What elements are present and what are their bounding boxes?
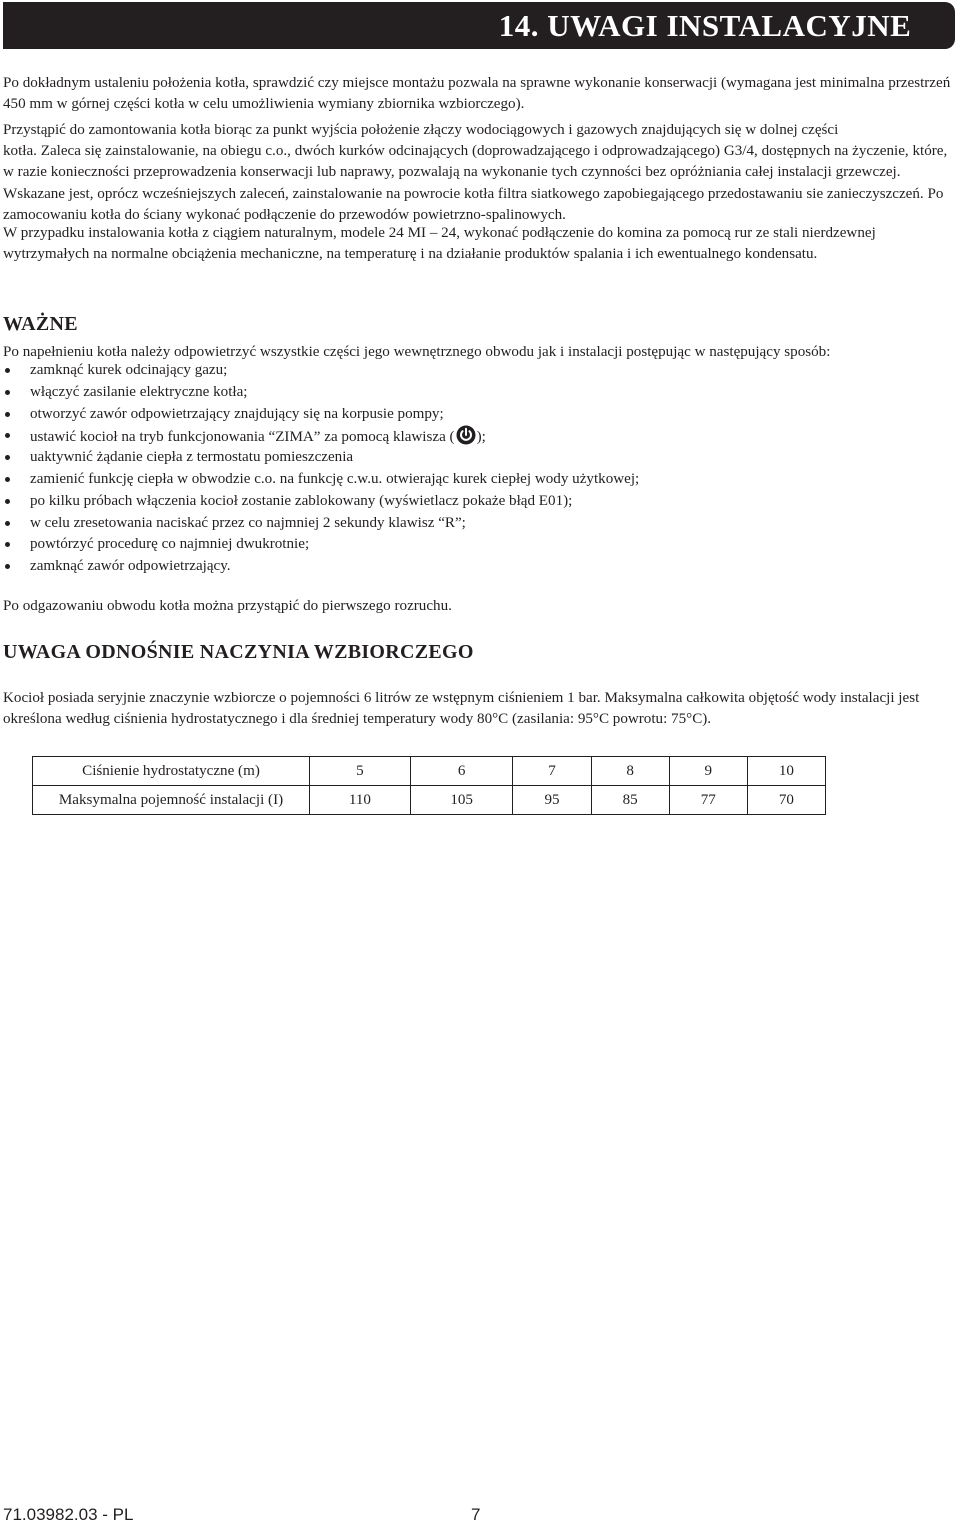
table-cell: Maksymalna pojemność instalacji (I)	[33, 786, 310, 815]
table-cell: 10	[747, 757, 825, 786]
table-row	[33, 786, 826, 815]
table-cell: 6	[410, 757, 513, 786]
capacity-table	[32, 756, 826, 815]
table-cell: 77	[669, 786, 747, 815]
bullet-icon	[5, 564, 10, 569]
bullet-icon	[5, 499, 10, 504]
bullet-icon	[5, 368, 10, 373]
list-item: po kilku próbach włączenia kocioł zostanie zablokowany (wyświetlacz pokaże błąd E01);	[3, 491, 943, 513]
table-cell: 85	[591, 786, 669, 815]
table-cell: 7	[513, 757, 591, 786]
bullet-icon	[5, 412, 10, 417]
table-cell: 105	[410, 786, 513, 815]
venting-steps-list	[3, 360, 943, 578]
important-heading: WAŻNE	[3, 313, 78, 335]
page-number: 7	[471, 1505, 481, 1524]
section-header-bar	[3, 2, 955, 49]
bullet-icon	[5, 390, 10, 395]
list-item: zamknąć kurek odcinający gazu;	[3, 360, 943, 382]
table-cell: Ciśnienie hydrostatyczne (m)	[33, 757, 310, 786]
list-item: uaktywnić żądanie ciepła z termostatu pomieszczenia	[3, 447, 943, 469]
intro-paragraph-2: Przystąpić do zamontowania kotła biorąc za punkt wyjścia położenie złączy wodociągowych i gazowych znajdujących się w dolnej części	[3, 122, 839, 138]
intro-paragraph-3: kotła. Zaleca się zainstalowanie, na obiegu c.o., dwóch kurków odcinających (doprowadzającego i odprowadzającego) G3/4, dostępnych na życzenie, które, w razie konieczności przeprowadzenia konserwacji lub naprawy, pozwalają na wykonanie tych czynności bez opróżniania całej instalacji grzewczej. Wskazane jest, oprócz wcześniejszych zaleceń, zainstalowanie na powrocie kotła filtra siatkowego zapobiegającego przedostawaniu sie zanieczyszczeń. Po zamocowaniu kotła do ściany wykonać podłączenie do przewodów powietrzno-spalinowych.	[3, 143, 948, 223]
section-title: 14. UWAGI INSTALACYJNE	[498, 7, 912, 43]
expansion-vessel-text: Kocioł posiada seryjnie znaczynie wzbiorcze o pojemności 6 litrów ze wstępnym ciśnieniem 1 bar. Maksymalna całkowita objętość wody instalacji jest określona według ciśnienia hydrostatycznego i dla średniej temperatury wody 80°C (zasilania: 95°C powrotu: 75°C).	[3, 690, 920, 728]
bullet-icon	[5, 477, 10, 482]
after-venting-note: Po odgazowaniu obwodu kotła można przystąpić do pierwszego rozruchu.	[3, 598, 452, 614]
table-cell: 5	[310, 757, 411, 786]
bullet-icon	[5, 521, 10, 526]
list-item: zamienić funkcję ciepła w obwodzie c.o. na funkcję c.w.u. otwierając kurek ciepłej wody użytkowej;	[3, 469, 943, 491]
power-icon	[456, 425, 476, 445]
list-item: w celu zresetowania naciskać przez co najmniej 2 sekundy klawisz “R”;	[3, 513, 943, 535]
list-item: włączyć zasilanie elektryczne kotła;	[3, 382, 943, 404]
list-item: otworzyć zawór odpowietrzający znajdujący się na korpusie pompy;	[3, 404, 943, 426]
expansion-vessel-heading: UWAGA ODNOŚNIE NACZYNIA WZBIORCZEGO	[3, 641, 474, 663]
intro-paragraph-1: Po dokładnym ustaleniu położenia kotła, sprawdzić czy miejsce montażu pozwala na sprawne wykonanie konserwacji (wymagana jest minimalna przestrzeń 450 mm w górnej części kotła w celu umożliwienia wymiany zbiornika wzbiorczego).	[3, 75, 951, 113]
intro-paragraph-4: W przypadku instalowania kotła z ciągiem naturalnym, modele 24 MI – 24, wykonać podłączenie do komina za pomocą rur ze stali nierdzewnej wytrzymałych na normalne obciążenia mechaniczne, na temperaturę i na działanie produktów spalania i ich ewentualnego kondensatu.	[3, 225, 876, 263]
table-cell: 8	[591, 757, 669, 786]
list-item: ustawić kocioł na tryb funkcjonowania “ZIMA” za pomocą klawisza ( );	[3, 425, 943, 447]
document-code: 71.03982.03 - PL	[3, 1505, 134, 1524]
important-intro: Po napełnieniu kotła należy odpowietrzyć wszystkie części jego wewnętrznego obwodu jak i instalacji postępując w następujący sposób:	[3, 344, 831, 360]
table-cell: 9	[669, 757, 747, 786]
bullet-icon	[5, 433, 10, 438]
bullet-icon	[5, 455, 10, 460]
table-row	[33, 757, 826, 786]
table-cell: 95	[513, 786, 591, 815]
list-item: zamknąć zawór odpowietrzający.	[3, 556, 943, 578]
table-cell: 110	[310, 786, 411, 815]
list-item: powtórzyć procedurę co najmniej dwukrotnie;	[3, 534, 943, 556]
bullet-icon	[5, 542, 10, 547]
table-cell: 70	[747, 786, 825, 815]
